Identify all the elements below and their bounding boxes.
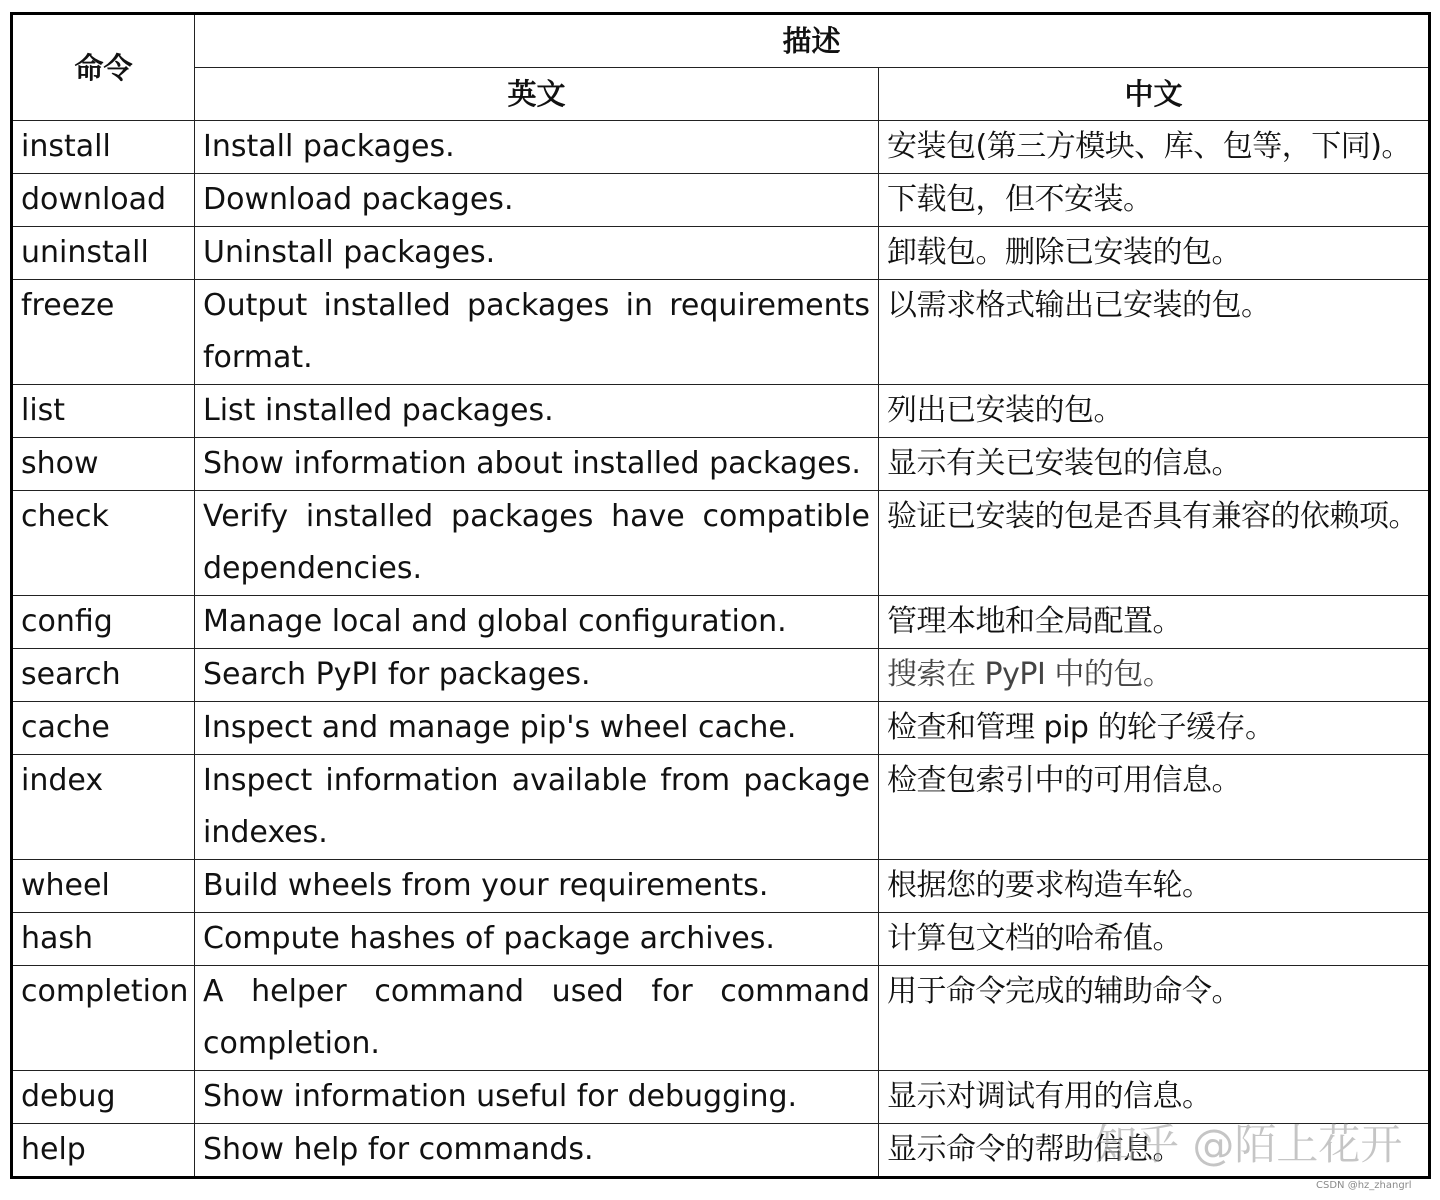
chinese-description-cell: 安装包(第三方模块、库、包等，下同)。 xyxy=(879,121,1430,174)
table-row xyxy=(12,913,1430,966)
english-description-cell: Build wheels from your requirements. xyxy=(195,860,879,913)
english-description-cell: Install packages. xyxy=(195,121,879,174)
english-description-cell: Inspect information available from package indexes. xyxy=(195,755,879,860)
english-description-cell: Verify installed packages have compatible dependencies. xyxy=(195,491,879,596)
chinese-description-cell: 显示命令的帮助信息。 xyxy=(879,1124,1430,1178)
chinese-description-cell: 卸载包。删除已安装的包。 xyxy=(879,227,1430,280)
pip-commands-table xyxy=(10,12,1431,1179)
chinese-description-cell: 根据您的要求构造车轮。 xyxy=(879,860,1430,913)
csdn-source-mark: CSDN @hz_zhangrl xyxy=(1316,1180,1412,1191)
table-row xyxy=(12,702,1430,755)
command-cell: config xyxy=(12,596,195,649)
command-cell: completion xyxy=(12,966,195,1071)
chinese-description-cell: 检查和管理 pip 的轮子缓存。 xyxy=(879,702,1430,755)
command-cell: freeze xyxy=(12,280,195,385)
english-description-cell: Compute hashes of package archives. xyxy=(195,913,879,966)
chinese-description-cell: 列出已安装的包。 xyxy=(879,385,1430,438)
chinese-description-cell: 以需求格式输出已安装的包。 xyxy=(879,280,1430,385)
header-row-1 xyxy=(12,14,1430,68)
english-description-cell: Uninstall packages. xyxy=(195,227,879,280)
english-description-cell: A helper command used for command completion. xyxy=(195,966,879,1071)
table-row xyxy=(12,860,1430,913)
table-header xyxy=(12,14,1430,121)
command-cell: uninstall xyxy=(12,227,195,280)
chinese-description-cell: 计算包文档的哈希值。 xyxy=(879,913,1430,966)
header-row-2 xyxy=(12,68,1430,121)
table-row xyxy=(12,491,1430,596)
english-description-cell: Search PyPI for packages. xyxy=(195,649,879,702)
table-row xyxy=(12,755,1430,860)
command-cell: download xyxy=(12,174,195,227)
table-body xyxy=(12,121,1430,1178)
header-english: 英文 xyxy=(195,68,879,121)
command-cell: index xyxy=(12,755,195,860)
chinese-description-cell: 检查包索引中的可用信息。 xyxy=(879,755,1430,860)
english-description-cell: Manage local and global configuration. xyxy=(195,596,879,649)
command-cell: list xyxy=(12,385,195,438)
table-row xyxy=(12,227,1430,280)
command-cell: help xyxy=(12,1124,195,1178)
english-description-cell: Inspect and manage pip's wheel cache. xyxy=(195,702,879,755)
chinese-description-cell: 显示有关已安装包的信息。 xyxy=(879,438,1430,491)
english-description-cell: Download packages. xyxy=(195,174,879,227)
english-description-cell: Show information about installed packages. xyxy=(195,438,879,491)
chinese-description-cell: 管理本地和全局配置。 xyxy=(879,596,1430,649)
command-cell: hash xyxy=(12,913,195,966)
table-row xyxy=(12,280,1430,385)
command-cell: wheel xyxy=(12,860,195,913)
table-row xyxy=(12,174,1430,227)
table-row xyxy=(12,966,1430,1071)
chinese-description-cell: 下载包，但不安装。 xyxy=(879,174,1430,227)
chinese-description-cell: 搜索在 PyPI 中的包。 xyxy=(879,649,1430,702)
table-row xyxy=(12,385,1430,438)
zhihu-watermark: 知乎 @陌上花开 xyxy=(1095,1120,1403,1169)
english-description-cell: Show help for commands. xyxy=(195,1124,879,1178)
table-row xyxy=(12,649,1430,702)
header-description: 描述 xyxy=(195,14,1430,68)
command-cell: search xyxy=(12,649,195,702)
chinese-description-cell: 验证已安装的包是否具有兼容的依赖项。 xyxy=(879,491,1430,596)
command-cell: debug xyxy=(12,1071,195,1124)
command-cell: install xyxy=(12,121,195,174)
command-cell: check xyxy=(12,491,195,596)
header-chinese: 中文 xyxy=(879,68,1430,121)
table-row xyxy=(12,121,1430,174)
english-description-cell: List installed packages. xyxy=(195,385,879,438)
table-row xyxy=(12,596,1430,649)
command-cell: show xyxy=(12,438,195,491)
command-cell: cache xyxy=(12,702,195,755)
chinese-description-cell: 显示对调试有用的信息。 xyxy=(879,1071,1430,1124)
english-description-cell: Show information useful for debugging. xyxy=(195,1071,879,1124)
english-description-cell: Output installed packages in requirements format. xyxy=(195,280,879,385)
header-command: 命令 xyxy=(12,14,195,121)
table-row xyxy=(12,438,1430,491)
chinese-description-cell: 用于命令完成的辅助命令。 xyxy=(879,966,1430,1071)
